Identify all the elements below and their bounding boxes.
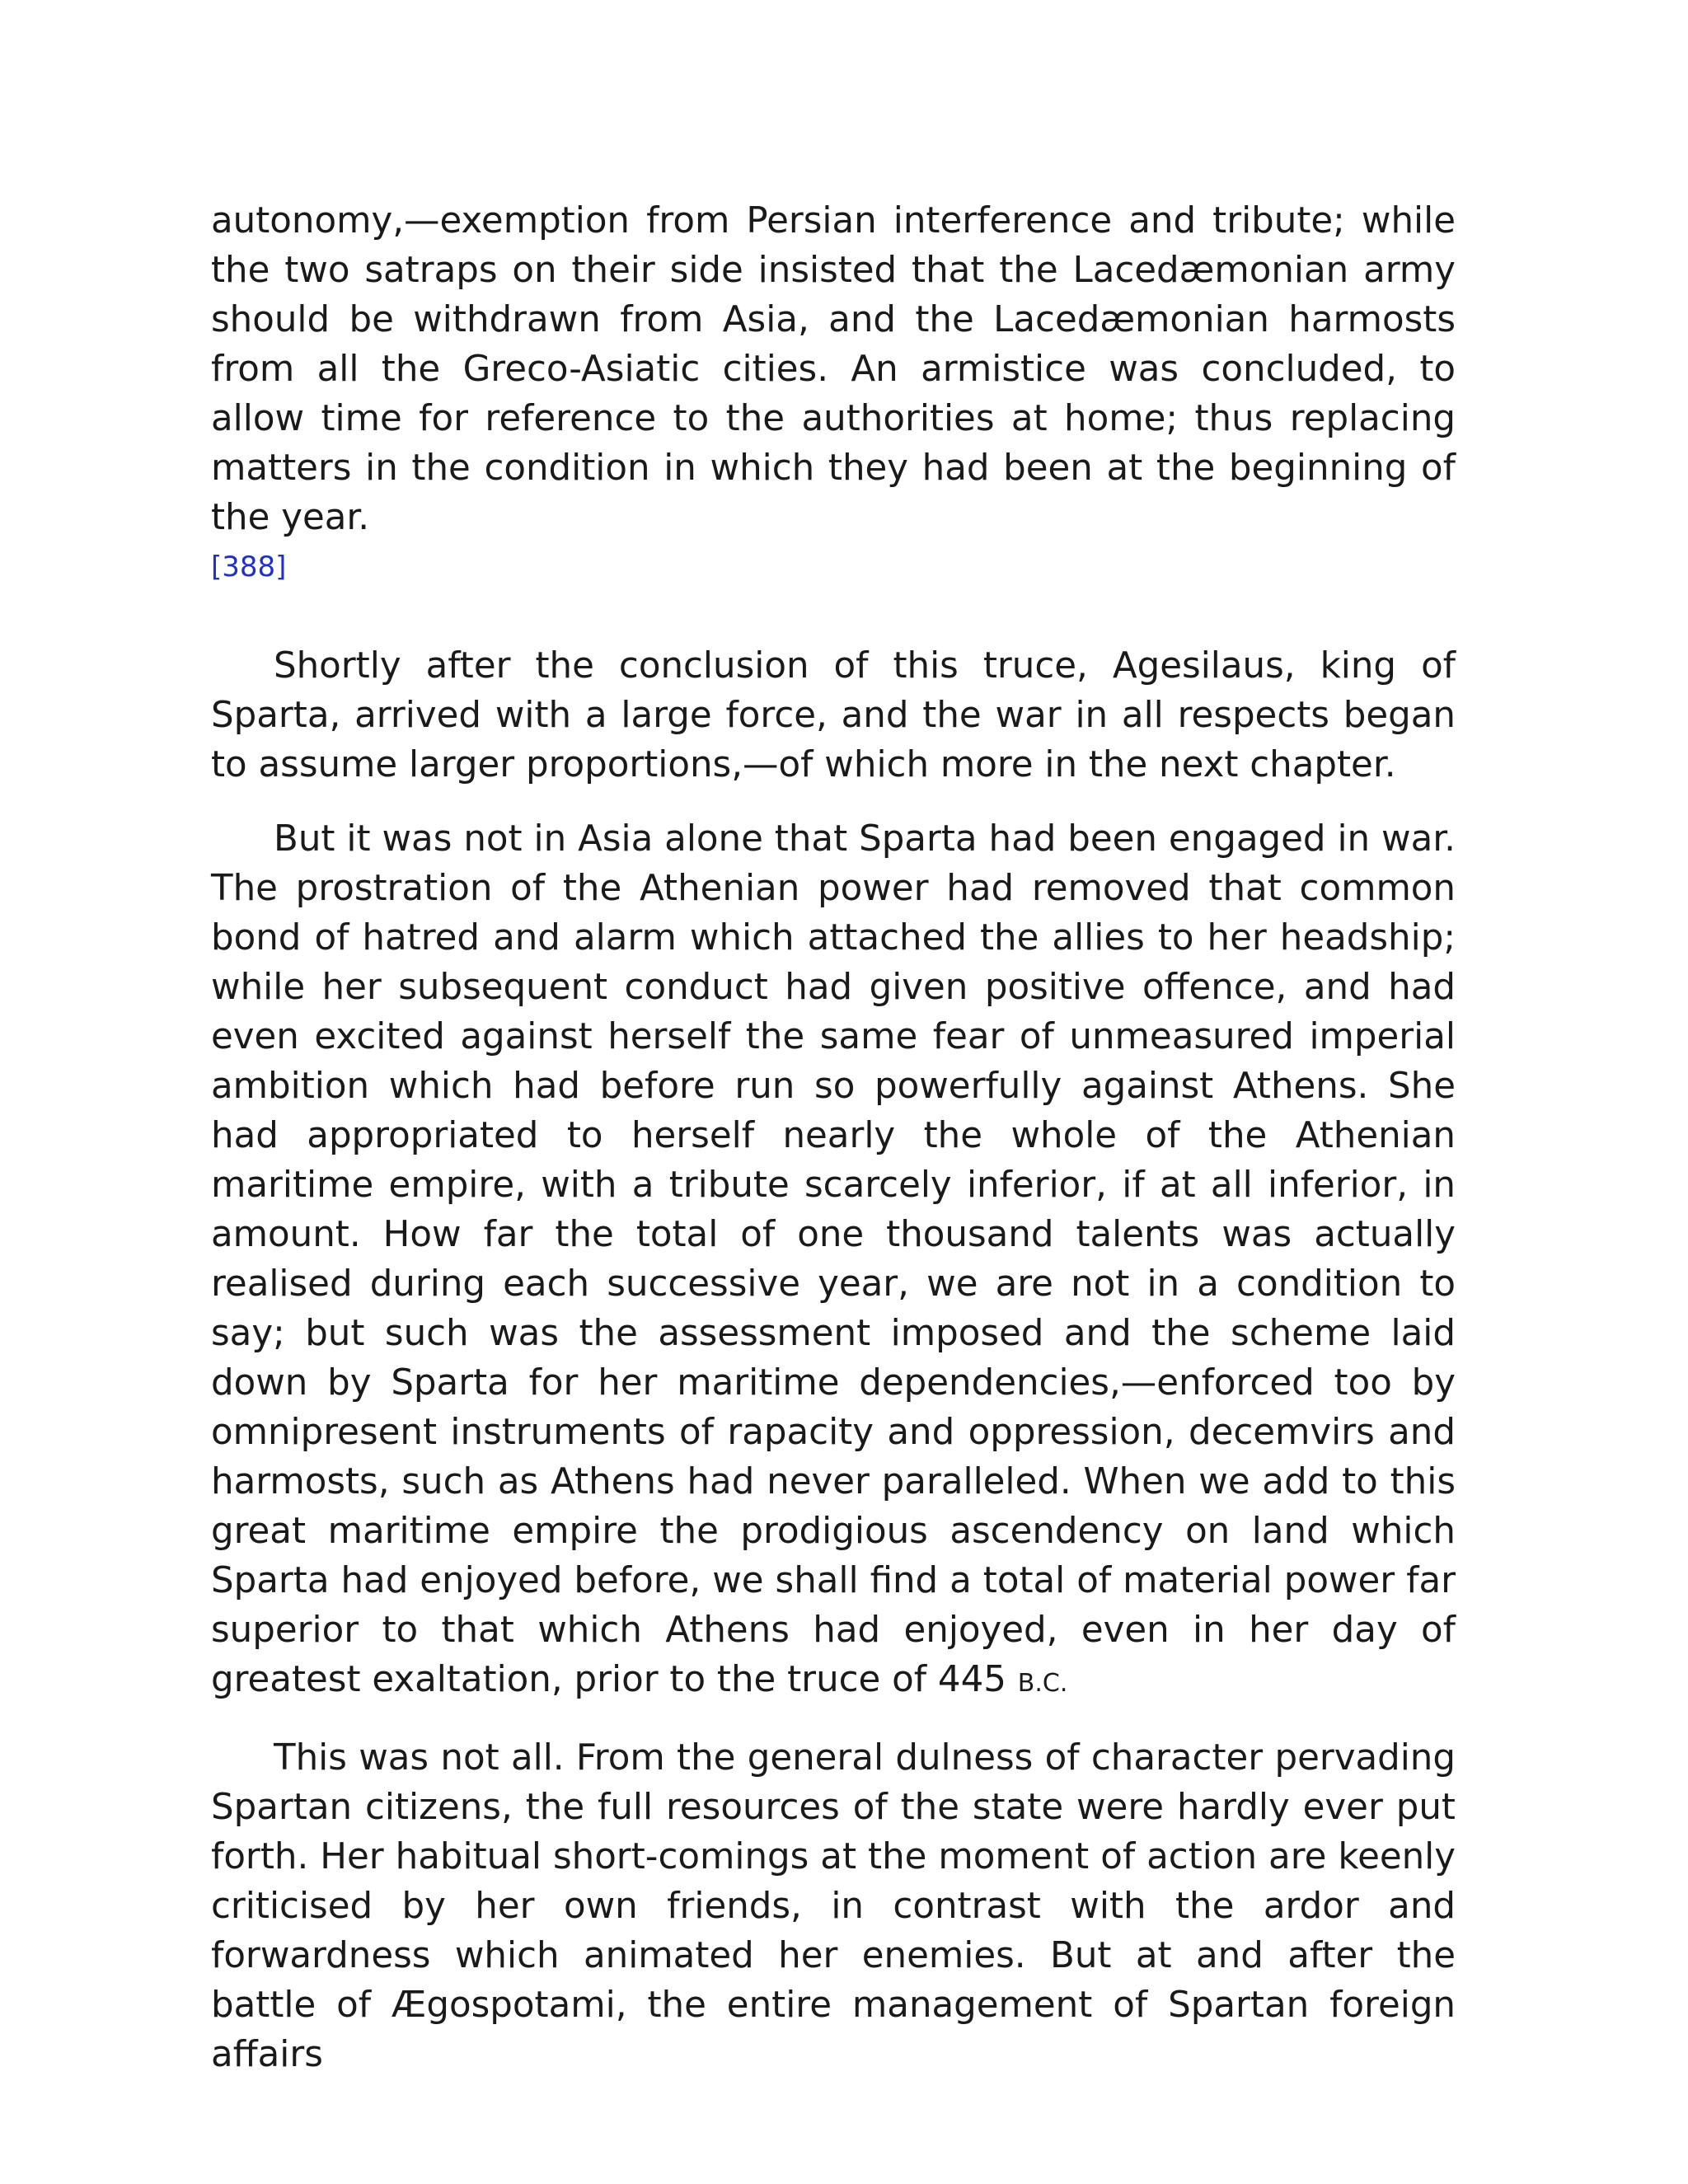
era-abbreviation: B.C. [1017,1669,1068,1698]
paragraph-1 [211,196,1456,592]
paragraph-2 [211,641,1456,790]
paragraph-2-text: Shortly after the conclusion of this truce, Agesilaus, king of Sparta, arrived with a large force, and the war in all respects began to assume larger proportions,—of which more in the next chapter. [211,645,1456,785]
footnote-link-388[interactable]: [388] [211,551,287,583]
book-page [211,196,1456,2079]
paragraph-4-text: This was not all. From the general dulness of character pervading Spartan citizens, the full resources of the state were hardly ever put forth. Her habitual short-comings at the moment of action are keenly criticised by her own friends, in contrast with the ardor and forwardness which animated her enemies. But at and after the battle of Ægospotami, the entire management of Spartan foreign affairs [211,1737,1456,2075]
paragraph-1-text: autonomy,—exemption from Persian interference and tribute; while the two satraps on their side insisted that the Lacedæmonian army should be withdrawn from Asia, and the Lacedæmonian harmosts from all the Greco-Asiatic cities. An armistice was concluded, to allow time for reference to the authorities at home; thus replacing matters in the condition in which they had been at the beginning of the year. [211,200,1456,538]
paragraph-4 [211,1733,1456,2079]
paragraph-3 [211,814,1456,1708]
paragraph-3-text: But it was not in Asia alone that Sparta had been engaged in war. The prostration of the Athenian power had removed that common bond of hatred and alarm which attached the allies to her headship; while her subsequent conduct had given positive offence, and had even excited against herself the same fear of unmeasured imperial ambition which had before run so powerfully against Athens. She had appropriated to herself nearly the whole of the Athenian maritime empire, with a tribute scarcely inferior, if at all inferior, in amount. How far the total of one thousand talents was actually realised during each successive year, we are not in a condition to say; but such was the assessment imposed and the scheme laid down by Sparta for her maritime dependencies,—enforced too by omnipresent instruments of rapacity and oppression, decemvirs and harmosts, such as Athens had never paralleled. When we add to this great maritime empire the prodigious ascendency on land which Sparta had enjoyed before, we shall find a total of material power far superior to that which Athens had enjoyed, even in her day of greatest exaltation, prior to the truce of 445 [211,818,1456,1700]
